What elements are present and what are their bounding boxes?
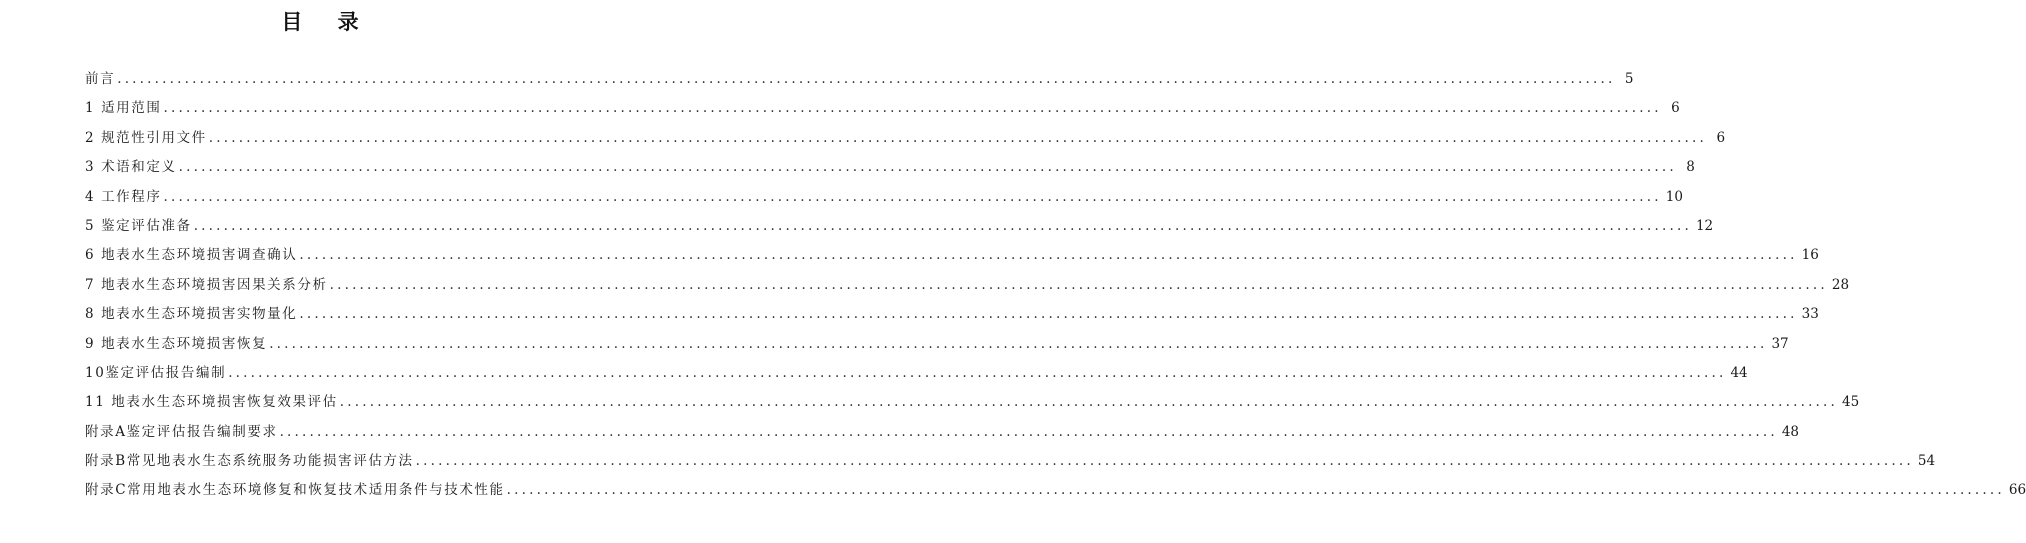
page-title: 目 录 [281,10,373,34]
toc-entry-label: 8 地表水生态环境损害实物量化 [85,306,298,323]
dot-leader: ........................................................................................................................................................................................................ [163,188,1662,205]
toc-entry[interactable] [85,420,1800,449]
toc-entry[interactable] [85,302,1819,331]
toc-entry[interactable] [85,361,1748,390]
toc-entry-page: 10 [1665,188,1683,205]
toc-entry-label: 7 地表水生态环境损害因果关系分析 [85,276,328,293]
toc-entry-label: 5 鉴定评估准备 [85,217,192,234]
dot-leader: ........................................................................................................................................................................................................ [269,335,1768,352]
toc-entry-label: 10鉴定评估报告编制 [85,364,227,381]
toc-entry-page: 5 [1624,71,1634,87]
toc-entry-label: 6 地表水生态环境损害调查确认 [85,247,298,264]
toc-entry-page: 45 [1842,394,1860,411]
toc-entry-label: 4 工作程序 [85,188,162,205]
dot-leader: ........................................................................................................................................................................................................ [329,276,1828,293]
toc-entry-label: 附录C常用地表水生态环境修复和恢复技术适用条件与技术性能 [85,482,505,499]
toc-entry[interactable] [85,449,1936,478]
dot-leader: ........................................................................................................................................................................................................ [117,71,1616,87]
toc-entry-page: 6 [1716,129,1726,146]
toc-entry-label: 9 地表水生态环境损害恢复 [85,335,268,352]
dot-leader: ........................................................................................................................................................................................................ [178,159,1677,176]
dot-leader: ........................................................................................................................................................................................................ [339,394,1839,411]
toc-entry[interactable] [85,243,1819,272]
table-of-contents [85,67,2026,508]
toc-entry[interactable] [85,214,1714,243]
toc-entry-page: 28 [1831,276,1850,293]
dot-leader: ........................................................................................................................................................................................................ [299,306,1798,323]
dot-leader: ........................................................................................................................................................................................................ [208,129,1708,146]
toc-entry-page: 37 [1771,335,1789,352]
toc-entry[interactable] [85,155,1695,184]
toc-entry-page: 12 [1695,217,1714,234]
toc-entry-label: 前言 [85,71,116,87]
toc-entry[interactable] [85,96,1680,125]
dot-leader: ........................................................................................................................................................................................................ [163,100,1662,117]
dot-leader: ........................................................................................................................................................................................................ [415,453,1914,470]
dot-leader: ........................................................................................................................................................................................................ [299,247,1798,264]
toc-entry-page: 6 [1671,100,1680,117]
toc-entry[interactable] [85,390,1860,419]
toc-entry[interactable] [85,185,1683,214]
toc-entry[interactable] [85,67,1634,96]
toc-entry-page: 66 [2008,482,2026,499]
toc-entry-page: 54 [1917,453,1936,470]
dot-leader: ........................................................................................................................................................................................................ [228,364,1727,381]
toc-entry-page: 16 [1801,247,1819,264]
toc-entry-page: 44 [1730,364,1748,381]
toc-entry-label: 附录A鉴定评估报告编制要求 [85,423,278,440]
dot-leader: ........................................................................................................................................................................................................ [279,423,1778,440]
toc-entry[interactable] [85,273,1850,302]
dot-leader: ........................................................................................................................................................................................................ [193,217,1692,234]
toc-entry-label: 11 地表水生态环境损害恢复效果评估 [85,394,338,411]
toc-entry-page: 8 [1686,159,1695,176]
toc-entry-label: 2 规范性引用文件 [85,129,207,146]
toc-entry-label: 3 术语和定义 [85,159,177,176]
dot-leader: ........................................................................................................................................................................................................ [506,482,2005,499]
toc-entry[interactable] [85,332,1789,361]
toc-entry-label: 附录B常见地表水生态系统服务功能损害评估方法 [85,453,414,470]
toc-entry[interactable] [85,126,1726,155]
toc-entry-label: 1 适用范围 [85,100,162,117]
toc-entry-page: 48 [1781,423,1800,440]
toc-entry-page: 33 [1801,306,1819,323]
toc-entry[interactable] [85,478,2026,507]
